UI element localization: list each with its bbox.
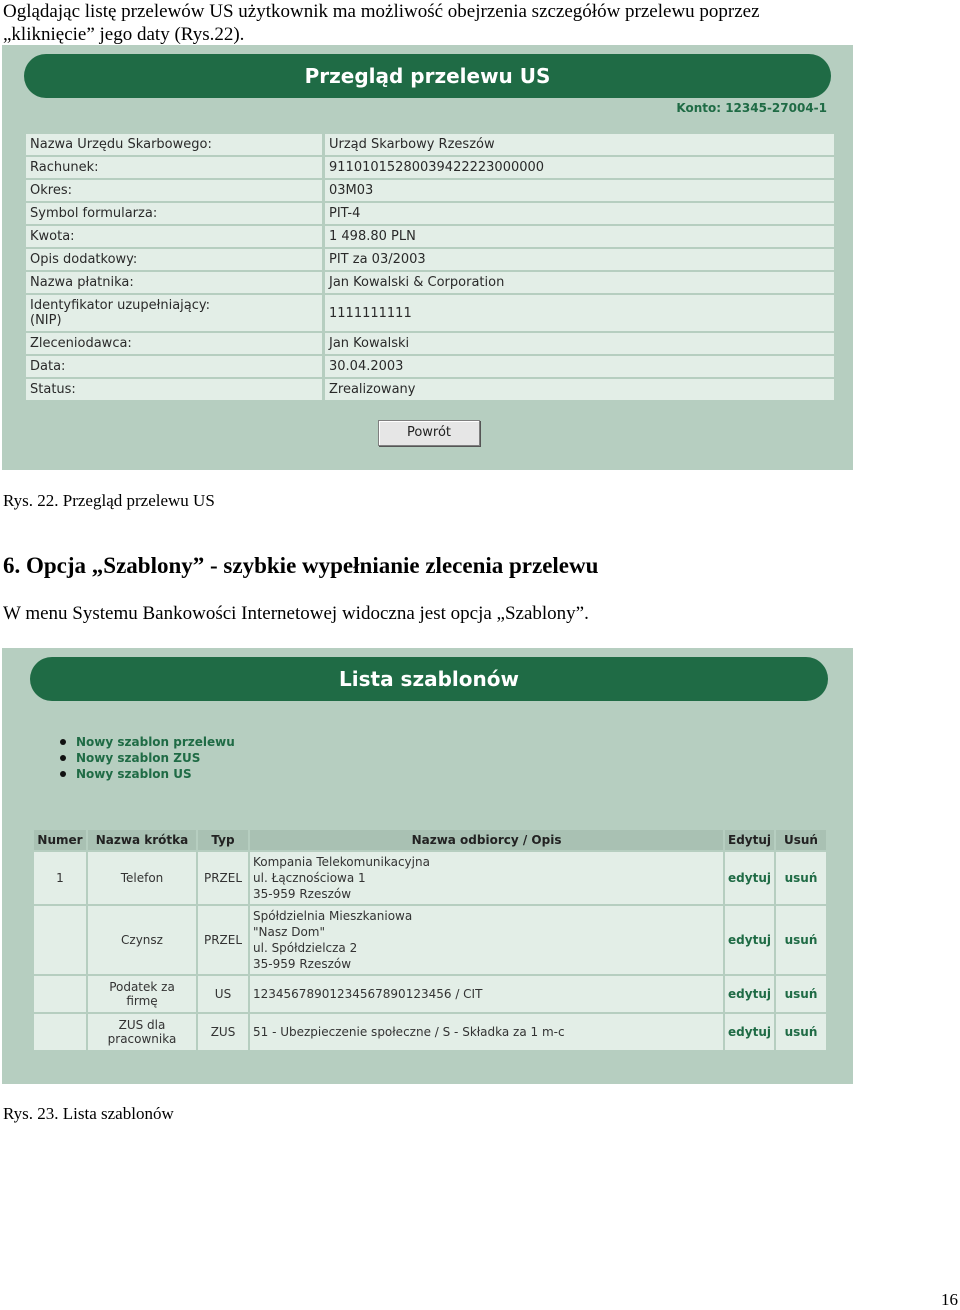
short-name-line: firmę [126,994,158,1008]
recipient-line: Spółdzielnia Mieszkaniowa [253,909,413,923]
short-name-line: pracownika [107,1032,177,1046]
column-header-delete: Usuń [776,830,826,850]
edit-link[interactable]: edytuj [725,852,774,904]
back-button[interactable]: Powrót [378,420,480,446]
column-header-number: Numer [34,830,86,850]
template-recipient [250,906,723,974]
table-row [34,906,826,974]
intro-line-2: „kliknięcie” jego daty (Rys.22). [3,24,245,45]
detail-value: Jan Kowalski & Corporation [325,272,834,293]
delete-link[interactable]: usuń [776,852,826,904]
page-number: 16 [941,1290,958,1309]
templates-table [32,828,828,1052]
link-label: Nowy szablon ZUS [76,751,201,765]
delete-link[interactable]: usuń [776,1014,826,1050]
template-recipient [250,852,723,904]
template-type: ZUS [198,1014,248,1050]
detail-label: Okres: [26,180,325,201]
template-type: PRZEL [198,906,248,974]
detail-label: Opis dodatkowy: [26,249,325,270]
column-header-edit: Edytuj [725,830,774,850]
bullet-icon [60,771,66,777]
detail-row [26,333,834,354]
transfer-review-screenshot [2,45,853,470]
detail-value: 91101015280039422223000000 [325,157,834,178]
detail-row [26,356,834,377]
detail-label [26,295,325,331]
column-header-recipient: Nazwa odbiorcy / Opis [250,830,723,850]
figure-22-caption: Rys. 22. Przegląd przelewu US [3,491,215,510]
detail-value: 1 498.80 PLN [325,226,834,247]
recipient-line: ul. Spółdzielcza 2 [253,941,358,955]
column-header-short-name: Nazwa krótka [88,830,196,850]
table-row [34,976,826,1012]
template-short-name [88,906,196,974]
section-paragraph: W menu Systemu Bankowości Internetowej widoczna jest opcja „Szablony”. [3,603,589,624]
new-zus-template-link[interactable] [60,750,235,766]
template-number [34,906,86,974]
template-recipient [250,1014,723,1050]
detail-row [26,295,834,331]
link-label: Nowy szablon US [76,767,192,781]
short-name-line: ZUS dla [118,1018,166,1032]
recipient-line: 35-959 Rzeszów [253,957,352,971]
detail-label-line: (NIP) [30,313,62,328]
detail-value: Zrealizowany [325,379,834,400]
detail-row [26,272,834,293]
detail-label-line: Identyfikator uzupełniający: [30,298,211,313]
new-us-template-link[interactable] [60,766,235,782]
template-list-screenshot [2,648,853,1084]
section-heading: 6. Opcja „Szablony” - szybkie wypełnianie zlecenia przelewu [3,553,599,578]
new-template-links [60,734,235,782]
detail-row [26,134,834,155]
detail-value: 1111111111 [325,295,834,331]
detail-row [26,379,834,400]
recipient-line: 12345678901234567890123456 / CIT [253,987,483,1001]
detail-value: Urząd Skarbowy Rzeszów [325,134,834,155]
detail-label: Data: [26,356,325,377]
detail-value: 03M03 [325,180,834,201]
recipient-line: "Nasz Dom" [253,925,326,939]
bullet-icon [60,739,66,745]
detail-row [26,203,834,224]
link-label: Nowy szablon przelewu [76,735,235,749]
detail-value: 30.04.2003 [325,356,834,377]
template-number [34,976,86,1012]
recipient-line: Kompania Telekomunikacyjna [253,855,430,869]
template-type: US [198,976,248,1012]
template-recipient [250,976,723,1012]
transfer-review-title: Przegląd przelewu US [24,54,831,98]
edit-link[interactable]: edytuj [725,1014,774,1050]
delete-link[interactable]: usuń [776,906,826,974]
short-name-line: Telefon [120,871,164,885]
template-short-name [88,976,196,1012]
detail-label: Nazwa płatnika: [26,272,325,293]
detail-row [26,226,834,247]
detail-row [26,157,834,178]
recipient-line: ul. Łącznościowa 1 [253,871,366,885]
short-name-line: Podatek za [109,980,175,994]
short-name-line: Czynsz [121,933,163,947]
recipient-line: 35-959 Rzeszów [253,887,352,901]
table-header-row [34,830,826,850]
detail-row [26,249,834,270]
detail-label: Rachunek: [26,157,325,178]
detail-label: Status: [26,379,325,400]
figure-23-caption: Rys. 23. Lista szablonów [3,1104,174,1123]
template-short-name [88,1014,196,1050]
column-header-type: Typ [198,830,248,850]
recipient-line: 51 - Ubezpieczenie społeczne / S - Składka za 1 m-c [253,1025,565,1039]
detail-value: Jan Kowalski [325,333,834,354]
detail-row [26,180,834,201]
template-short-name [88,852,196,904]
detail-label: Symbol formularza: [26,203,325,224]
edit-link[interactable]: edytuj [725,976,774,1012]
detail-value: PIT za 03/2003 [325,249,834,270]
detail-label: Zleceniodawca: [26,333,325,354]
detail-label: Kwota: [26,226,325,247]
table-row [34,852,826,904]
detail-label: Nazwa Urzędu Skarbowego: [26,134,325,155]
edit-link[interactable]: edytuj [725,906,774,974]
new-transfer-template-link[interactable] [60,734,235,750]
account-number: Konto: 12345-27004-1 [676,101,827,115]
delete-link[interactable]: usuń [776,976,826,1012]
template-number: 1 [34,852,86,904]
bullet-icon [60,755,66,761]
template-type: PRZEL [198,852,248,904]
transfer-details-table [26,132,834,402]
detail-value: PIT-4 [325,203,834,224]
intro-line-1: Oglądając listę przelewów US użytkownik ma możliwość obejrzenia szczegółów przelewu poprzez [3,1,760,22]
table-row [34,1014,826,1050]
template-number [34,1014,86,1050]
template-list-title: Lista szablonów [30,657,828,701]
